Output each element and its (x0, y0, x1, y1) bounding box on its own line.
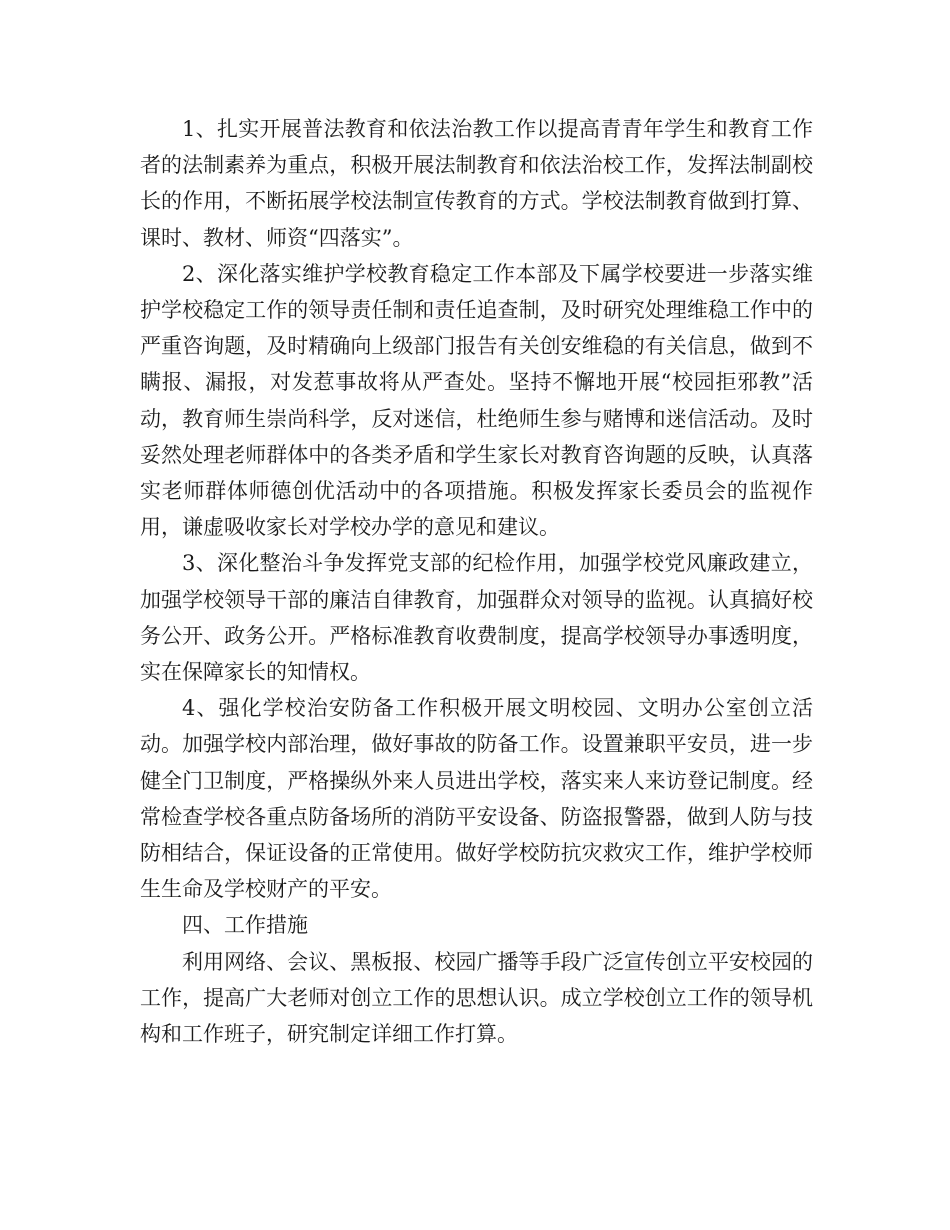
paragraph-measures: 利用网络、会议、黑板报、校园广播等手段广泛宣传创立平安校园的工作，提高广大老师对创立工作的思想认识。成立学校创立工作的领导机构和工作班子，研究制定详细工作打算。 (140, 949, 813, 1047)
paragraph-discipline: 3、深化整治斗争发挥党支部的纪检作用，加强学校党风廉政建立，加强学校领导干部的廉洁自律教育，加强群众对领导的监视。认真搞好校务公开、政务公开。严格标准教育收费制度，提高学校领导办事透明度，实在保障家长的知情权。 (140, 551, 813, 685)
paragraph-security: 4、强化学校治安防备工作积极开展文明校园、文明办公室创立活动。加强学校内部治理，做好事故的防备工作。设置兼职平安员，进一步健全门卫制度，严格操纵外来人员进出学校，落实来人来访登记制度。经常检查学校各重点防备场所的消防平安设备、防盗报警器，做到人防与技防相结合，保证设备的正常使用。做好学校防抗灾救灾工作，维护学校师生生命及学校财产的平安。 (140, 696, 813, 902)
paragraph-legal-education: 1、扎实开展普法教育和依法治教工作以提高青青年学生和教育工作者的法制素养为重点，积极开展法制教育和依法治校工作，发挥法制副校长的作用，不断拓展学校法制宣传教育的方式。学校法制教育做到打算、课时、教材、师资“四落实”。 (140, 117, 813, 250)
section-heading-measures: 四、工作措施 (182, 913, 308, 938)
paragraph-stability: 2、深化落实维护学校教育稳定工作本部及下属学校要进一步落实维护学校稳定工作的领导责任制和责任追查制，及时研究处理维稳工作中的严重咨询题，及时精确向上级部门报告有关创安维稳的有关信息，做到不瞒报、漏报，对发惹事故将从严查处。坚持不懈地开展“校园拒邪教”活动，教育师生崇尚科学，反对迷信，杜绝师生参与赌博和迷信活动。及时妥然处理老师群体中的各类矛盾和学生家长对教育咨询题的反映，认真落实老师群体师德创优活动中的各项措施。积极发挥家长委员会的监视作用，谦虚吸收家长对学校办学的意见和建议。 (140, 261, 813, 540)
document-body (140, 111, 813, 1052)
